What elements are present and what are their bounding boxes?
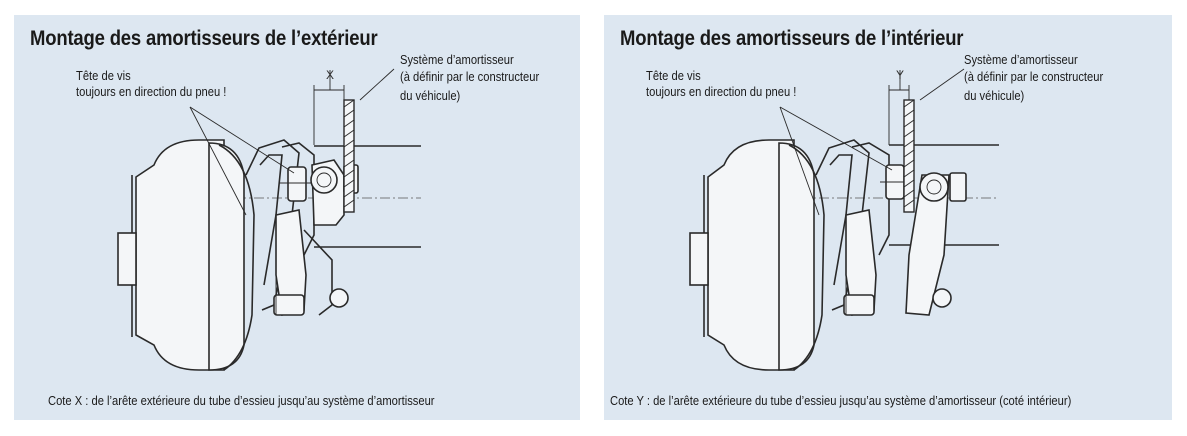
panel-title: Montage des amortisseurs de l’intérieur — [620, 27, 964, 50]
shock-system-note: (à définir par le constructeur — [400, 69, 540, 84]
panel-exterior-mounting — [14, 15, 580, 420]
shock-system-note-end: du véhicule) — [400, 88, 461, 103]
panel-interior-mounting — [604, 15, 1172, 420]
shock-system-label: Système d’amortisseur — [964, 52, 1078, 67]
screw-direction-label: toujours en direction du pneu ! — [76, 84, 227, 99]
screw-direction-label: toujours en direction du pneu ! — [646, 84, 797, 99]
dimension-x-label: X — [326, 68, 335, 82]
dimension-y-label: Y — [896, 68, 905, 82]
shock-system-label: Système d’amortisseur — [400, 52, 514, 67]
caption-x: Cote X : de l’arête extérieure du tube d’essieu jusqu’au système d’amortisseur — [48, 393, 435, 408]
shock-system-note: (à définir par le constructeur — [964, 69, 1104, 84]
screw-head-label: Tête de vis — [646, 68, 701, 83]
caption-y: Cote Y : de l’arête extérieure du tube d’essieu jusqu’au système d’amortisseur (coté intérieur) — [610, 393, 1072, 408]
panel-title: Montage des amortisseurs de l’extérieur — [30, 27, 378, 50]
shock-system-note-end: du véhicule) — [964, 88, 1025, 103]
screw-head-label: Tête de vis — [76, 68, 131, 83]
